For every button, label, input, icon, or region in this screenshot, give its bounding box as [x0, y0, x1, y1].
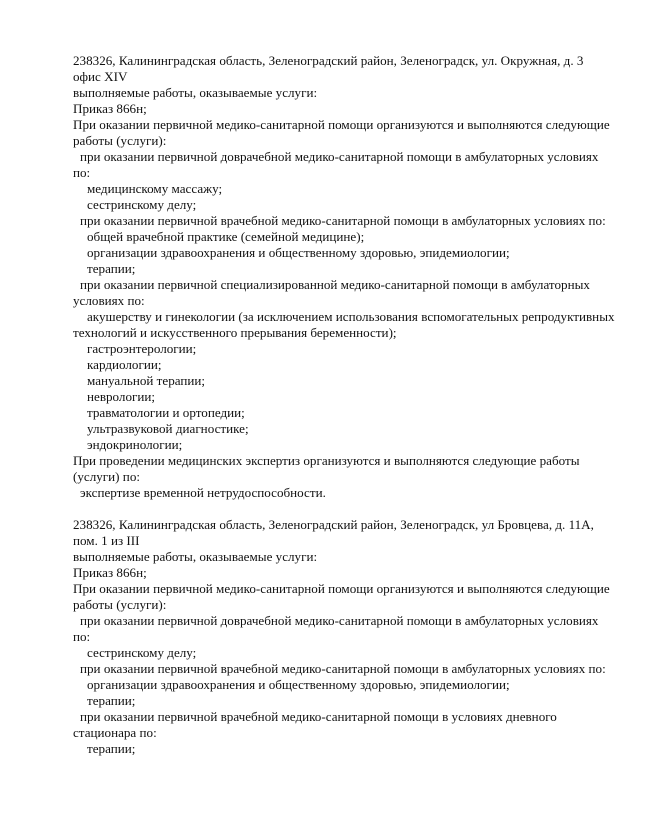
document-line: терапии;: [87, 261, 136, 276]
document-line: при оказании первичной доврачебной медико-санитарной помощи в амбулаторных условиях: [80, 149, 599, 164]
document-line: выполняемые работы, оказываемые услуги:: [73, 85, 318, 100]
document-line: Приказ 866н;: [73, 565, 147, 580]
document-line: стационара по:: [73, 725, 157, 740]
document-line: сестринскому делу;: [87, 645, 197, 660]
document-line: выполняемые работы, оказываемые услуги:: [73, 549, 318, 564]
document-line: условиях по:: [73, 293, 145, 308]
document-line: 238326, Калининградская область, Зеленоградский район, Зеленоградск, ул Бровцева, д. 11А,: [73, 517, 594, 532]
document-line: терапии;: [87, 693, 136, 708]
document-line: при оказании первичной специализированной медико-санитарной помощи в амбулаторных: [80, 277, 590, 292]
document-line: работы (услуги):: [73, 133, 167, 148]
document-line: кардиологии;: [87, 357, 162, 372]
document-line: при оказании первичной врачебной медико-санитарной помощи в условиях дневного: [80, 709, 557, 724]
document-line: травматологии и ортопедии;: [87, 405, 245, 420]
document-line: неврологии;: [87, 389, 156, 404]
document-line: 238326, Калининградская область, Зеленоградский район, Зеленоградск, ул. Окружная, д. 3: [73, 53, 584, 68]
document-line: при оказании первичной доврачебной медико-санитарной помощи в амбулаторных условиях: [80, 613, 599, 628]
document-line: организации здравоохранения и общественному здоровью, эпидемиологии;: [87, 245, 510, 260]
document-line: При оказании первичной медико-санитарной помощи организуются и выполняются следующие: [73, 117, 610, 132]
document-line: при оказании первичной врачебной медико-санитарной помощи в амбулаторных условиях по:: [80, 213, 606, 228]
document-line: технологий и искусственного прерывания беременности);: [73, 325, 397, 340]
document-line: гастроэнтерологии;: [87, 341, 197, 356]
license-section-1: [73, 53, 633, 501]
document-line: по:: [73, 165, 91, 180]
document-line: При проведении медицинских экспертиз организуются и выполняются следующие работы: [73, 453, 580, 468]
document-line: мануальной терапии;: [87, 373, 206, 388]
document-line: медицинскому массажу;: [87, 181, 223, 196]
document-line: терапии;: [87, 741, 136, 756]
document-line: работы (услуги):: [73, 597, 167, 612]
document-line: экспертизе временной нетрудоспособности.: [80, 485, 326, 500]
document-line: ультразвуковой диагностике;: [87, 421, 249, 436]
document-line: акушерству и гинекологии (за исключением использования вспомогательных репродуктивных: [87, 309, 615, 324]
document-line: при оказании первичной врачебной медико-санитарной помощи в амбулаторных условиях по:: [80, 661, 606, 676]
document-line: (услуги) по:: [73, 469, 141, 484]
document-line: эндокринологии;: [87, 437, 183, 452]
document-line: офис XIV: [73, 69, 128, 84]
license-section-2: [73, 517, 633, 757]
document-line: организации здравоохранения и общественному здоровью, эпидемиологии;: [87, 677, 510, 692]
document-line: общей врачебной практике (семейной медицине);: [87, 229, 365, 244]
document-line: сестринскому делу;: [87, 197, 197, 212]
document-line: При оказании первичной медико-санитарной помощи организуются и выполняются следующие: [73, 581, 610, 596]
document-line: Приказ 866н;: [73, 101, 147, 116]
document-line: по:: [73, 629, 91, 644]
document-line: пом. 1 из III: [73, 533, 140, 548]
document-page: [73, 53, 633, 757]
